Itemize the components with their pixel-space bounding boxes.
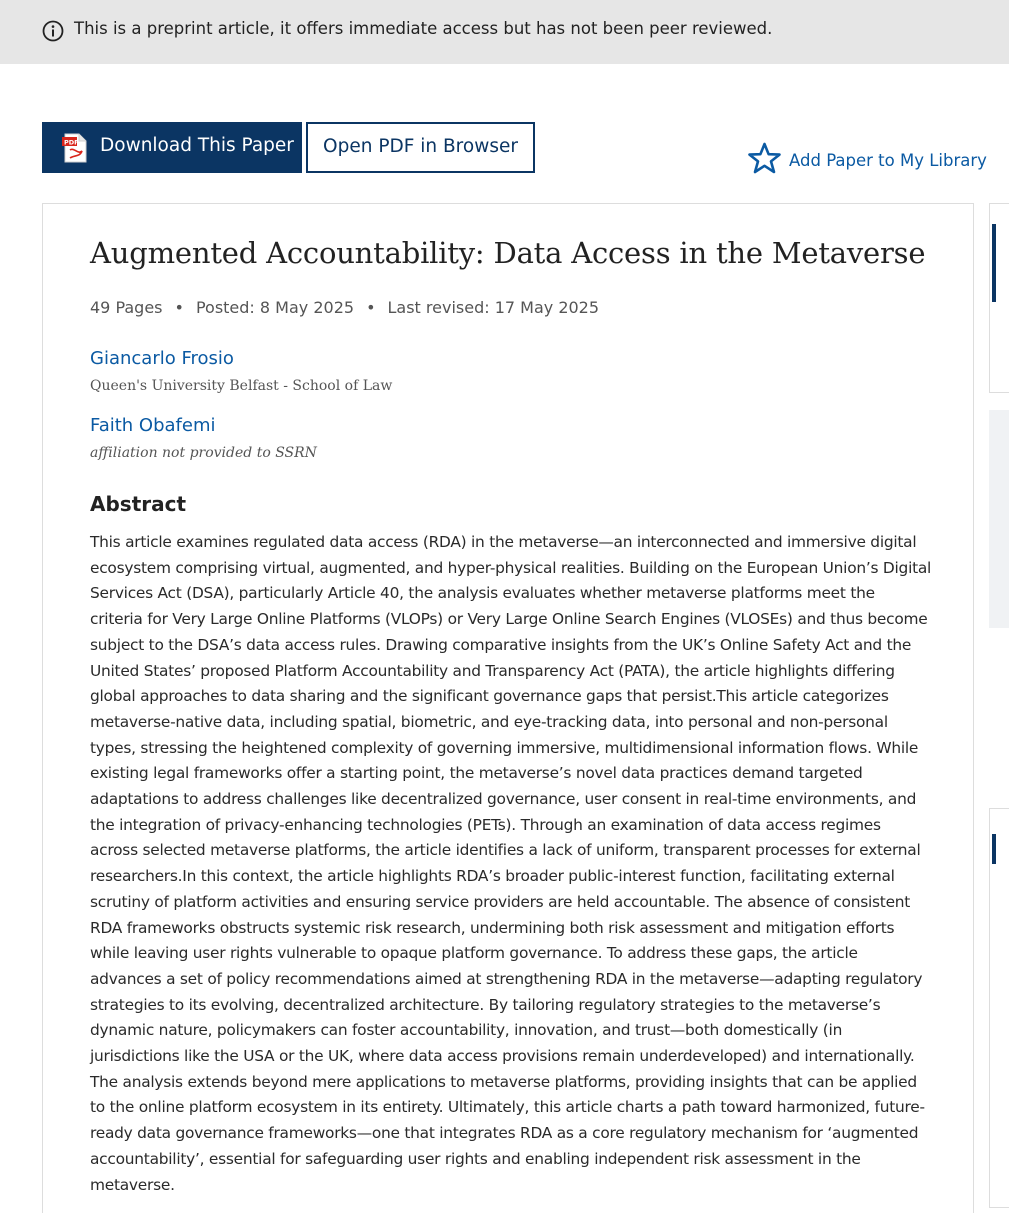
download-button-label: Download This Paper (100, 135, 294, 156)
add-to-library-label: Add Paper to My Library (789, 151, 987, 170)
revised-date: Last revised: 17 May 2025 (387, 298, 600, 317)
preprint-notice: This is a preprint article, it offers immediate access but has not been peer reviewed. (74, 19, 773, 38)
sidebar-panel (989, 410, 1009, 628)
abstract-text: This article examines regulated data access (RDA) in the metaverse—an interconnected and immersive digital ecosystem comprising virtual, augmented, and hyper-physical realities. Building on the European Union’s Digital Services Act (DSA), particularly Article 40, the analysis evaluates whether metaverse platforms meet the criteria for Very Large Online Platforms (VLOPs) or Very Large Online Search Engines (VLOSEs) and thus become subject to the DSA’s data access rules. Drawing comparative insights from the UK’s Online Safety Act and the United States’ proposed Platform Accountability and Transparency Act (PATA), the article highlights differing global approaches to data sharing and the significant governance gaps that persist.This article categorizes metaverse-native data, including spatial, biometric, and eye-tracking data, into personal and non-personal types, stressing the heightened complexity of governing immersive, multidimensional information flows. While existing legal frameworks offer a starting point, the metaverse’s novel data practices demand targeted adaptations to address challenges like decentralized governance, user consent in real-time environments, and the integration of privacy-enhancing technologies (PETs). Through an examination of data access regimes across selected metaverse platforms, the article identifies a lack of uniform, transparent processes for external researchers.In this context, the article highlights RDA’s broader public-interest function, facilitating external scrutiny of platform activities and ensuring service providers are held accountable. The absence of consistent RDA frameworks obstructs systemic risk research, undermining both risk assessment and mitigation efforts while leaving user rights vulnerable to opaque platform governance. To address these gaps, the article advances a set of policy recommendations aimed at strengthening RDA in the metaverse—adapting regulatory strategies to its evolving, decentralized architecture. By tailoring regulatory strategies to the metaverse’s dynamic nature, policymakers can foster accountability, innovation, and trust—both domestically (in jurisdictions like the USA or the UK, where data access provisions remain underdeveloped) and internationally. The analysis extends beyond mere applications to metaverse platforms, providing insights that can be applied to the online platform ecosystem in its entirety. Ultimately, this article charts a path toward harmonized, future-ready data governance frameworks—one that integrates RDA as a core regulatory mechanism for ‘augmented accountability’, essential for safeguarding user rights and enabling independent risk assessment in the metaverse. (90, 533, 932, 1194)
page-count: 49 Pages (90, 298, 163, 317)
author-affiliation: Queen's University Belfast - School of Law (90, 378, 393, 394)
meta-separator: • (174, 298, 184, 317)
paper-title: Augmented Accountability: Data Access in the Metaverse (90, 236, 926, 270)
sidebar-card (989, 203, 1009, 393)
info-icon (42, 20, 64, 42)
star-icon (748, 142, 781, 175)
preprint-banner (0, 0, 1009, 64)
download-paper-button[interactable] (42, 122, 302, 173)
paper-card (42, 203, 974, 1213)
author-link[interactable]: Faith Obafemi (90, 415, 216, 436)
sidebar-accent (992, 224, 996, 302)
abstract-heading: Abstract (90, 492, 187, 516)
meta-separator: • (366, 298, 376, 317)
right-sidebar (989, 203, 1009, 1200)
open-pdf-button[interactable] (306, 122, 535, 173)
author-link[interactable]: Giancarlo Frosio (90, 348, 234, 369)
sidebar-card (989, 808, 1009, 1208)
svg-text:PDF: PDF (64, 138, 79, 147)
author-affiliation: affiliation not provided to SSRN (90, 445, 317, 461)
sidebar-accent (992, 834, 996, 864)
pdf-file-icon (62, 133, 88, 163)
posted-date: Posted: 8 May 2025 (195, 298, 355, 317)
open-pdf-button-label: Open PDF in Browser (323, 136, 518, 157)
paper-meta (90, 298, 599, 317)
